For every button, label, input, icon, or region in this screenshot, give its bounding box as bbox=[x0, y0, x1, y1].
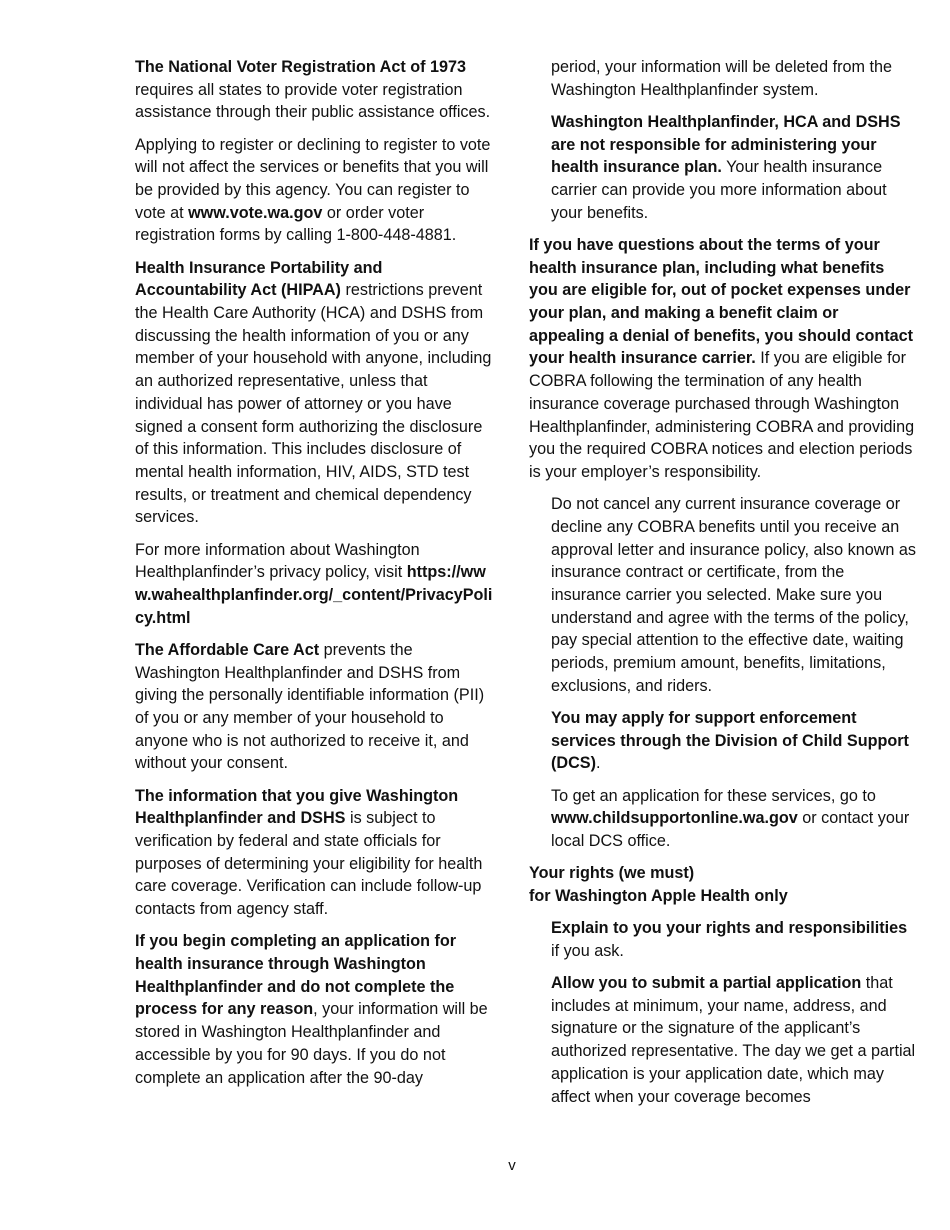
vote-website-link[interactable]: www.vote.wa.gov bbox=[188, 203, 323, 222]
info-deleted-paragraph: period, your information will be deleted from the Washington Healthplanfinder system. bbox=[551, 58, 893, 99]
explain-rights-heading: Explain to you your rights and responsibilities bbox=[551, 919, 908, 938]
do-not-cancel-paragraph: Do not cancel any current insurance coverage or decline any COBRA benefits until you receive an approval letter and insurance policy, also known as insurance contract or certificate, from the insurance carrier you selected. Make sure you understand and agree with the terms of the policy, pay special attention to the effective date, waiting periods, premium amount, benefits, limitations, exclusions, and riders. bbox=[551, 495, 917, 695]
aca-heading: The Affordable Care Act bbox=[135, 640, 320, 659]
your-rights-heading: Your rights (we must) for Washington Apple Health only bbox=[529, 864, 788, 905]
affordable-care-act-paragraph: The Affordable Care Act prevents the Washington Healthplanfinder and DSHS from giving the personally identifiable information (PII) of you or any member of your household to anyone who is not authorized to receive it, and without your consent. bbox=[135, 640, 485, 773]
left-column bbox=[135, 56, 497, 1099]
privacy-policy-link[interactable]: https://www.wahealthplanfinder.org/_content/PrivacyPolicy.html bbox=[135, 563, 493, 627]
support-enforcement-heading: You may apply for support enforcement services through the Division of Child Support (DCS) bbox=[551, 708, 909, 773]
partial-application-paragraph: Allow you to submit a partial application that includes at minimum, your name, address, and signature or the signature of the applicant’s authorized representative. The day we get a partial application is your application date, which may affect when your coverage becomes bbox=[551, 974, 916, 1106]
page-number: v bbox=[508, 1157, 516, 1174]
hipaa-heading: Health Insurance Portability and Accountability Act (HIPAA) bbox=[135, 258, 383, 300]
register-to-vote-paragraph: Applying to register or declining to register to vote will not affect the services or benefits that you will be provided by this agency. You can register to vote at www.vote.wa.gov or order voter registration forms by calling 1-800-448-4881. bbox=[135, 135, 491, 245]
explain-rights-paragraph: Explain to you your rights and responsibilities if you ask. bbox=[551, 919, 908, 960]
voter-act-heading: The National Voter Registration Act of 1973 bbox=[135, 58, 467, 76]
voter-registration-act-paragraph: The National Voter Registration Act of 1973 requires all states to provide voter registration assistance through their public assistance offices. bbox=[135, 58, 491, 122]
insurance-questions-paragraph: If you have questions about the terms of your health insurance plan, including what benefits you are eligible for, out of pocket expenses under your plan, and making a benefit claim or appealing a denial of benefits, you should contact your health insurance carrier. If you are eligible for COBRA following the termination of any health insurance coverage purchased through Washington Healthplanfinder, administering COBRA and providing you the required COBRA notices and election periods is your employer’s responsibility. bbox=[529, 235, 915, 481]
dcs-application-paragraph: To get an application for these services, go to www.childsupportonline.wa.gov or contact your local DCS office. bbox=[551, 786, 910, 850]
privacy-policy-paragraph: For more information about Washington Healthplanfinder’s privacy policy, visit https://www.wahealthplanfinder.org/_content/PrivacyPolicy.html bbox=[135, 540, 493, 627]
child-support-website-link[interactable]: www.childsupportonline.wa.gov bbox=[551, 809, 798, 828]
support-enforcement-paragraph: You may apply for support enforcement services through the Division of Child Support (DCS). bbox=[551, 708, 909, 773]
not-responsible-paragraph: Washington Healthplanfinder, HCA and DSHS are not responsible for administering your health insurance plan. Your health insurance carrier can provide you more information about your benefits. bbox=[551, 112, 901, 222]
not-responsible-heading: Washington Healthplanfinder, HCA and DSHS are not responsible for administering your health insurance plan. bbox=[551, 112, 901, 177]
insurance-questions-heading: If you have questions about the terms of your health insurance plan, including what benefits you are eligible for, out of pocket expenses under your plan, and making a benefit claim or appealing a denial of benefits, you should contact your health insurance carrier. bbox=[529, 235, 914, 368]
incomplete-application-paragraph: If you begin completing an application for health insurance through Washington Healthplanfinder and do not complete the process for any reason, your information will be stored in Washington Healthplanfinder and accessible by you for 90 days. If you do not complete an application after the 90-day bbox=[135, 932, 488, 1087]
verification-paragraph: The information that you give Washington Healthplanfinder and DSHS is subject to verification by federal and state officials for purposes of determining your eligibility for health care coverage. Verification can include follow-up contacts from agency staff. bbox=[135, 786, 483, 919]
hipaa-paragraph: Health Insurance Portability and Accountability Act (HIPAA) restrictions prevent the Health Care Authority (HCA) and DSHS from discussing the health information of you or any member of your household with anyone, including an authorized representative, unless that individual has power of attorney or you have signed a consent form authorizing the disclosure of this information. This includes disclosure of mental health information, HIV, AIDS, STD test results, or treatment and chemical dependency services. bbox=[135, 258, 492, 527]
partial-application-heading: Allow you to submit a partial application bbox=[551, 974, 862, 993]
incomplete-application-heading: If you begin completing an application for health insurance through Washington Healthplanfinder and do not complete the process for any reason bbox=[135, 932, 457, 1019]
verification-heading: The information that you give Washington Healthplanfinder and DSHS bbox=[135, 786, 459, 828]
right-column bbox=[529, 56, 917, 1118]
